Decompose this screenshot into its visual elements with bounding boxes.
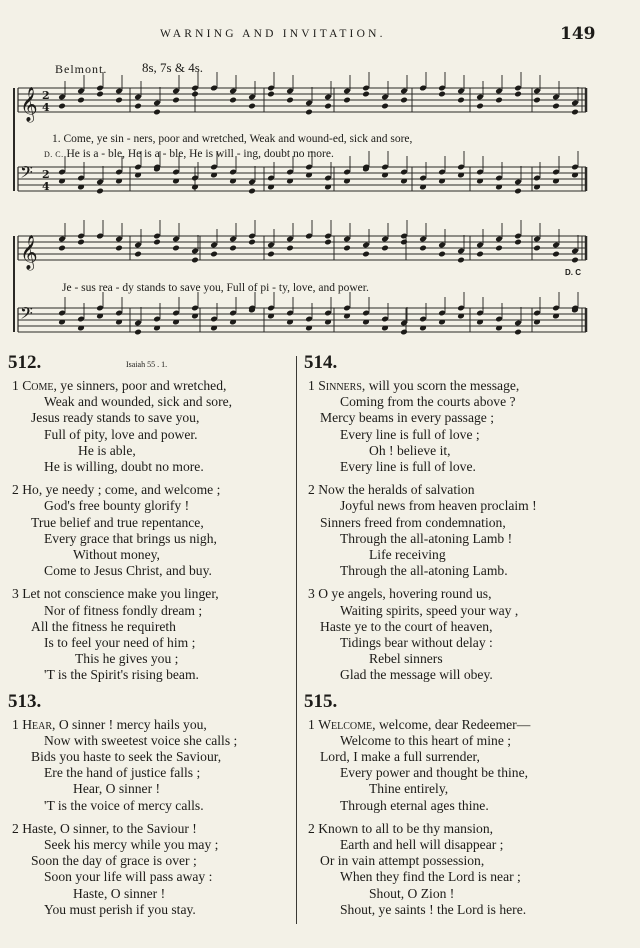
verse-line: Without money,: [73, 547, 160, 563]
verse-line: Welcome to this heart of mine ;: [340, 732, 512, 748]
lyrics-line-1: 1. Come, ye sin - ners, poor and wretched, Weak and wound-ed, sick and sore,: [52, 133, 413, 145]
verse-line: Full of pity, love and power.: [44, 426, 198, 442]
stanza: [8, 717, 298, 814]
verse-line: Coming from the courts above ?: [340, 394, 516, 410]
hymn-number: 515.: [304, 690, 338, 712]
note-head: [495, 245, 503, 252]
hymn-513: [8, 691, 298, 918]
verse-line: Nor of fitness fondly dream ;: [44, 602, 203, 618]
hymn-514: [304, 352, 594, 684]
note-head: [58, 245, 66, 252]
dc-end-marker: D. C: [565, 268, 581, 277]
note-head: [400, 239, 408, 246]
note-head: [286, 245, 294, 252]
note-head: [153, 239, 161, 246]
verse-line: Haste ye to the court of heaven,: [320, 618, 493, 634]
note-head: [476, 251, 484, 258]
verse-line: Shout, ye saints ! the Lord is here.: [340, 901, 527, 917]
lyrics-line-2-text: He is a - ble, He is a - ble, He is will - ing, doubt no more.: [66, 148, 334, 160]
running-title: WARNING AND INVITATION.: [160, 28, 386, 40]
verse-line: Every grace that brings us nigh,: [44, 530, 217, 546]
stanza: [304, 821, 594, 918]
note-head: [571, 257, 579, 264]
bar-lines: [14, 88, 586, 332]
hymn-number: 514.: [304, 352, 338, 373]
note-head: [134, 251, 142, 258]
note-head: [229, 245, 237, 252]
verse-line: 2 Now the heralds of salvation: [308, 482, 475, 498]
hymn-column-left: [8, 352, 298, 925]
clefs: [20, 87, 50, 327]
note-head: [514, 91, 522, 98]
verse-line: 3 O ye angels, hovering round us,: [308, 586, 492, 602]
verse-line: Waiting spirits, speed your way ,: [340, 602, 519, 618]
note-head: [153, 109, 161, 116]
stanza: [8, 482, 298, 579]
note-head: [381, 245, 389, 252]
note-head: [552, 103, 560, 110]
verse-line: Shout, O Zion !: [369, 885, 455, 901]
verse-line: Soon the day of grace is over ;: [31, 853, 197, 869]
note-head: [419, 245, 427, 252]
bass-clef: 𝄢: [20, 303, 33, 327]
verse-line: Hear, O sinner !: [73, 781, 161, 797]
note-head: [362, 251, 370, 258]
note-head: [381, 103, 389, 110]
scripture-reference: Isaiah 55 . 1.: [126, 360, 168, 369]
note-head: [571, 109, 579, 116]
note-head: [514, 188, 522, 195]
verse-line: Haste, O sinner !: [73, 885, 166, 901]
note-head: [343, 245, 351, 252]
verse-line: God's free bounty glorify !: [44, 498, 190, 514]
note-head: [495, 97, 503, 104]
stanza: [304, 482, 594, 579]
verse-line: He is able,: [78, 442, 136, 458]
note-head: [115, 245, 123, 252]
verse-line: Sinners freed from condemnation,: [320, 514, 506, 530]
note-head: [115, 97, 123, 104]
verse-line: Lord, I make a full surrender,: [320, 749, 480, 765]
verse-line: Now with sweetest voice she calls ;: [44, 732, 238, 748]
verse-line: Earth and hell will disappear ;: [340, 837, 504, 853]
verse-line: Through the all-atoning Lamb.: [340, 563, 508, 579]
note-head: [191, 91, 199, 98]
bass-clef: 𝄢: [20, 162, 33, 186]
stanza: [304, 717, 594, 814]
stanza: [304, 378, 594, 475]
note-head: [191, 257, 199, 264]
verse-line: Come to Jesus Christ, and buy.: [44, 563, 212, 579]
note-head: [58, 103, 66, 110]
note-head: [457, 257, 465, 264]
note-head: [248, 103, 256, 110]
note-head: [172, 245, 180, 252]
note-head: [305, 109, 313, 116]
note-head: [514, 239, 522, 246]
verse-line: Glad the message will obey.: [340, 667, 493, 683]
time-signature: 2: [42, 89, 50, 102]
stanza: [304, 586, 594, 683]
hymn-number: 512.: [8, 352, 42, 373]
time-signature: 4: [42, 101, 50, 114]
verse-line: Oh ! believe it,: [369, 442, 451, 458]
note-head: [172, 97, 180, 104]
time-signature: 4: [42, 180, 50, 193]
lyrics-line-3: Je - sus rea - dy stands to save you, Full of pi - ty, love, and power.: [62, 282, 369, 294]
note-head: [248, 188, 256, 195]
note-head: [400, 329, 408, 336]
note-head: [286, 97, 294, 104]
note-head: [324, 239, 332, 246]
verse-line: Ere the hand of justice falls ;: [44, 765, 201, 781]
verse-line: Life receiving: [369, 547, 446, 563]
note-head: [438, 251, 446, 258]
verse-line: Through the all-atoning Lamb !: [340, 530, 513, 546]
verse-line: Every power and thought be thine,: [340, 765, 528, 781]
verse-line: 2 Haste, O sinner, to the Saviour !: [12, 820, 197, 836]
verse-line: Every line is full of love.: [340, 459, 476, 475]
verse-line: 'T is the voice of mercy calls.: [44, 797, 204, 813]
hymn-number: 513.: [8, 690, 42, 712]
note-head: [400, 97, 408, 104]
note-head: [77, 97, 85, 104]
dc-marker: D. C.: [44, 150, 64, 159]
verse-line: Tidings bear without delay :: [340, 635, 493, 651]
lyrics-line-2: [44, 148, 334, 160]
verse-line: Rebel sinners: [369, 651, 443, 667]
verse-line: Joyful news from heaven proclaim !: [340, 498, 537, 514]
note-head: [533, 97, 541, 104]
note-head: [77, 239, 85, 246]
hymn-column-right: [304, 352, 594, 925]
music-score: [0, 0, 640, 360]
note-head: [134, 329, 142, 336]
column-divider: [296, 356, 297, 924]
stanza: [8, 821, 298, 918]
hymn-512: [8, 352, 298, 684]
note-head: [324, 103, 332, 110]
treble-clef: 𝄞: [20, 87, 38, 122]
verse-line: 2 Known to all to be thy mansion,: [308, 820, 494, 836]
verse-line: Thine entirely,: [369, 781, 449, 797]
note-head: [552, 251, 560, 258]
verse-line: When they find the Lord is near ;: [340, 869, 521, 885]
note-head: [134, 103, 142, 110]
page-number: 149: [560, 24, 596, 44]
note-head: [96, 91, 104, 98]
verse-line: Or in vain attempt possession,: [320, 853, 485, 869]
verse-line: Soon your life will pass away :: [44, 869, 213, 885]
note-head: [476, 103, 484, 110]
verse-line: You must perish if you stay.: [44, 901, 196, 917]
note-head: [457, 97, 465, 104]
verse-line: Every line is full of love ;: [340, 426, 480, 442]
note-head: [267, 251, 275, 258]
note-head: [248, 239, 256, 246]
verse-line: 1 Sinners, will you scorn the message,: [308, 378, 520, 393]
verse-line: 3 Let not conscience make you linger,: [12, 586, 219, 602]
verse-line: Through eternal ages thine.: [340, 797, 489, 813]
note-head: [229, 97, 237, 104]
verse-line: Mercy beams in every passage ;: [320, 410, 495, 426]
verse-line: Weak and wounded, sick and sore,: [44, 394, 233, 410]
verse-line: 1 Welcome, welcome, dear Redeemer—: [308, 716, 531, 732]
note-head: [533, 245, 541, 252]
note-head: [343, 97, 351, 104]
verse-line: 1 Come, ye sinners, poor and wretched,: [12, 378, 227, 393]
tune-name: Belmont.: [55, 62, 108, 76]
verse-line: Jesus ready stands to save you,: [31, 410, 200, 426]
verse-line: Seek his mercy while you may ;: [44, 837, 219, 853]
verse-line: Bids you haste to seek the Saviour,: [31, 749, 222, 765]
note-head: [210, 251, 218, 258]
verse-line: 1 Hear, O sinner ! mercy hails you,: [12, 716, 207, 732]
verse-line: 2 Ho, ye needy ; come, and welcome ;: [12, 482, 221, 498]
verse-line: All the fitness he requireth: [31, 618, 176, 634]
tune-meter: 8s, 7s & 4s.: [142, 60, 204, 75]
verse-line: This he gives you ;: [75, 651, 179, 667]
stanza: [8, 586, 298, 683]
note-head: [96, 188, 104, 195]
treble-clef: 𝄞: [20, 235, 38, 270]
verse-line: He is willing, doubt no more.: [44, 459, 204, 475]
verse-line: 'T is the Spirit's rising beam.: [44, 667, 199, 683]
note-head: [267, 91, 275, 98]
note-head: [438, 91, 446, 98]
note-heads: [58, 72, 579, 335]
note-head: [514, 329, 522, 336]
note-head: [362, 91, 370, 98]
hymn-515: [304, 691, 594, 918]
verse-line: True belief and true repentance,: [31, 514, 204, 530]
stanza: [8, 378, 298, 475]
verse-line: Is to feel your need of him ;: [44, 635, 196, 651]
time-signature: 2: [42, 168, 50, 181]
